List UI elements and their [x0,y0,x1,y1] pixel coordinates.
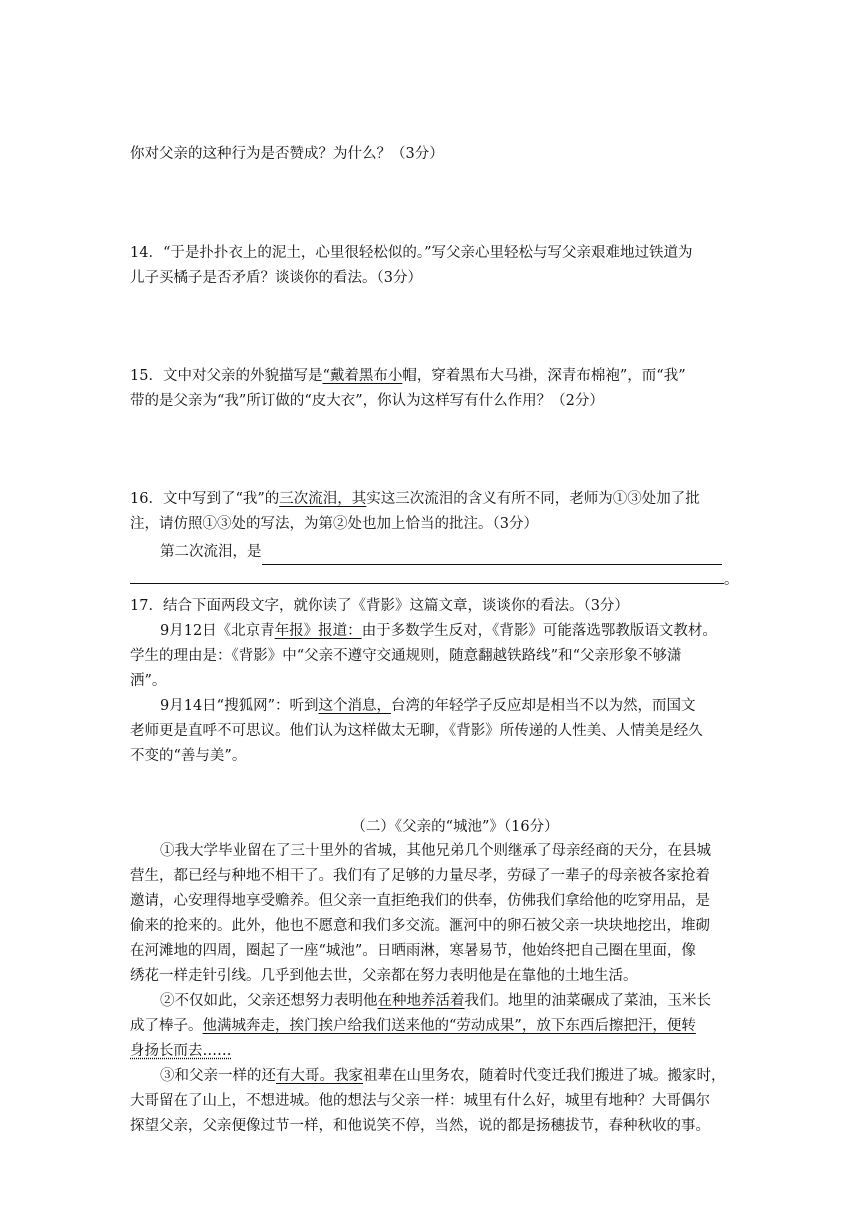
q17-p2-line1 [160,694,780,719]
q15-line1 [130,364,750,389]
q16-answer-blank[interactable] [262,546,722,565]
s2-para2-line3 [130,1039,750,1064]
q17-p2-line3: 不变的“善与美”。 [130,748,247,764]
section2-title: （二）《父亲的“城池”》（16分） [351,819,559,835]
s2-para1-line6: 绣花一样走针引线。几乎到他去世，父亲都在努力表明他是在靠他的土地生活。 [130,968,638,984]
q17-p1-text-a: 9月12日《北京青 [160,623,275,639]
s2-para3-text-c: 祖辈在山里务农，随着时代变迁我们搬进了城。搬家时， [363,1068,726,1084]
s2-para1-line1: ①我大学毕业留在了三十里外的省城，其他兄弟几个则继承了母亲经商的天分，在县城 [160,843,711,859]
q16-text-c: 实这三次流泪的含义有所不同，老师为①③处加了批 [366,491,700,507]
q17-p1-line3: 洒”。 [130,673,167,689]
q17-p2-line2: 老师更是直呼不可思议。他们认为这样做太无聊，《背影》所传递的人性美、人情美是经久 [130,723,703,739]
q14-line2: 儿子买橘子是否矛盾？谈谈你的看法。（3分） [130,270,422,286]
q14-line1: 14．“于是扑扑衣上的泥土，心里很轻松似的。”写父亲心里轻松与写父亲艰难地过铁道为 [130,245,693,261]
q15-text-a: 15．文中对父亲的外貌描写是 [130,368,323,384]
s2-para3-line2: 大哥留在了山上，不想进城。他的想法与父亲一样：城里有什么好，城里有地种？大哥偶尔 [130,1093,710,1109]
s2-para1-line5: 在河滩地的四周，圈起了一座“城池”。日晒雨淋，寒暑易节，他始终把自己圈在里面，像 [130,943,696,959]
s2-para2-text-c: 我们。地里的油菜碾成了菜油，玉米长 [464,993,711,1009]
s2-para2-underlined-1: 在种地养活着 [377,993,465,1009]
q15-line2: 带的是父亲为“我”所订做的“皮大衣”，你认为这样写有什么作用？（2分） [130,393,604,409]
q17-p1-line1 [160,619,780,644]
q17-line1: 17．结合下面两段文字，就你读了《背影》这篇文章，谈谈你的看法。（3分） [130,598,629,614]
q17-p1-text-c: 由于多数学生反对，《背影》可能落选鄂教版语文教材。 [361,623,717,639]
s2-para3-line1 [160,1064,780,1089]
q16-answer-label: 第二次流泪，是 [160,544,262,560]
q16-underlined: 三次流泪，其 [279,491,367,507]
s2-para3-underlined: 有大哥。我家 [276,1068,363,1084]
q16-answer-blank-2[interactable] [130,583,724,584]
s2-para2-underlined-2: 他满城奔走，挨门挨户给我们送来他的“劳动成果”，放下东西后擦把汗，便转 [202,1018,696,1034]
s2-para2-underlined-3: 身扬长而去…… [130,1043,232,1059]
q17-p2-text-c: 台湾的年轻学子反应却是相当不以为然，而国文 [391,698,696,714]
q17-p2-text-a: 9月14日“搜狐网”：听到 [160,698,319,714]
q17-p2-underlined: 这个消息， [318,698,392,714]
q16-line2: 注，请仿照①③处的写法，为第②处也加上恰当的批注。（3分） [130,516,538,532]
q15-text-c: 帽，穿着黑布大马褂，深青布棉袍”，而“我” [402,368,686,384]
q17-p1-line2: 学生的理由是：《背影》中“父亲不遵守交通规则，随意翻越铁路线”和“父亲形象不够潇 [130,648,682,664]
q13-tail: 你对父亲的这种行为是否赞成？为什么？（3分） [130,146,444,162]
q16-text-a: 16．文中写到了“我”的 [130,491,280,507]
s2-para2-text-d: 成了棒子。 [130,1018,203,1034]
q16-line1 [130,487,750,512]
q15-underlined: “戴着黑布小 [322,368,403,384]
s2-para1-line4: 偷来的抢来的。此外，他也不愿意和我们多交流。滙河中的卵石被父亲一块块地挖出，堆砌 [130,918,710,934]
q16-end-mark: 。 [724,572,739,588]
s2-para3-line3: 探望父亲，父亲便像过节一样，和他说笑不停，当然，说的都是扬穗拔节，春种秋收的事。 [130,1118,710,1134]
q17-p1-underlined: 年报》报道： [274,623,362,639]
s2-para3-text-a: ③和父亲一样的还 [160,1068,276,1084]
q16-answer-line [160,540,780,565]
s2-para1-line2: 营生，都已经与种地不相干了。我们有了足够的力量尽孝，劳碌了一辈子的母亲被各家抢着 [130,868,710,884]
s2-para1-line3: 邀请，心安理得地享受赡养。但父亲一直拒绝我们的供奉，仿佛我们拿给他的吃穿用品，是 [130,893,710,909]
s2-para2-line2 [130,1014,750,1039]
s2-para2-text-a: ②不仅如此，父亲还想努力表明他 [160,993,378,1009]
s2-para2-line1 [160,989,780,1014]
